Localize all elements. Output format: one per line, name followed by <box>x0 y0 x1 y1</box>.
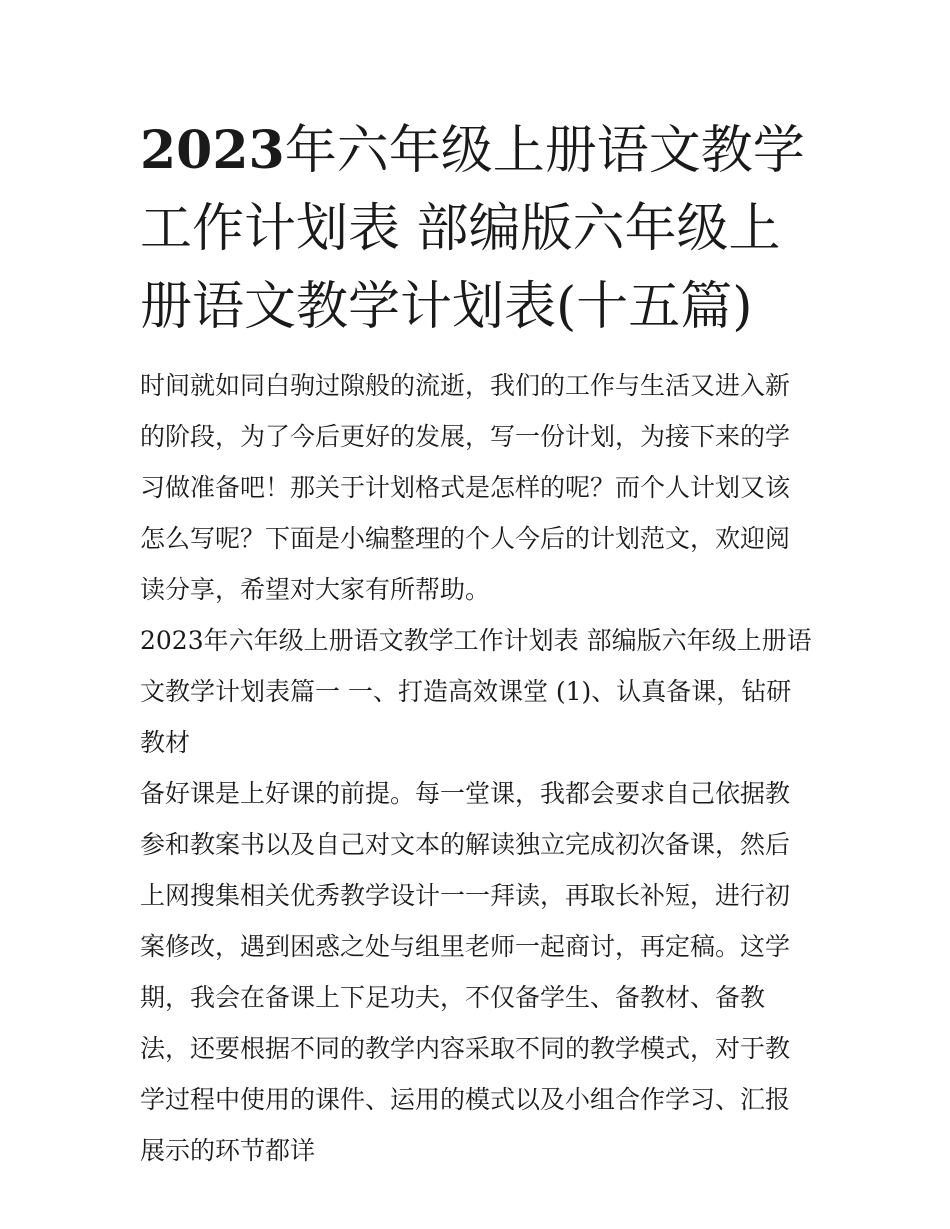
body-paragraph: 备好课是上好课的前提。每一堂课，我都会要求自己依据教参和教案书以及自己对文本的解读独立完成初次备课，然后上网搜集相关优秀教学设计一一拜读，再取长补短，进行初案修改，遇到困惑之处与组里老师一起商讨，再定稿。这学期，我会在备课上下足功夫，不仅备学生、备教材、备教法，还要根据不同的教学内容采取不同的教学模式，对于教学过程中使用的课件、运用的模式以及小组合作学习、汇报展示的环节都详 <box>140 779 791 1165</box>
title-year: 2023 <box>140 120 285 181</box>
document-body <box>140 112 812 1176</box>
intro-paragraph: 时间就如同白驹过隙般的流逝，我们的工作与生活又进入新的阶段，为了今后更好的发展，写一份计划，为接下来的学习做准备吧！那关于计划格式是怎样的呢？而个人计划又该怎么写呢？下面是小编整理的个人今后的计划范文，欢迎阅读分享，希望对大家有所帮助。 <box>140 371 791 604</box>
title-text: 年六年级上册语文教学工作计划表 部编版六年级上册语文教学计划表(十五篇) <box>140 121 805 337</box>
section-heading-paragraph: 2023年六年级上册语文教学工作计划表 部编版六年级上册语文教学计划表篇一 一、打造高效课堂 (1)、认真备课，钻研教材 <box>140 626 812 757</box>
document-title <box>140 112 812 346</box>
